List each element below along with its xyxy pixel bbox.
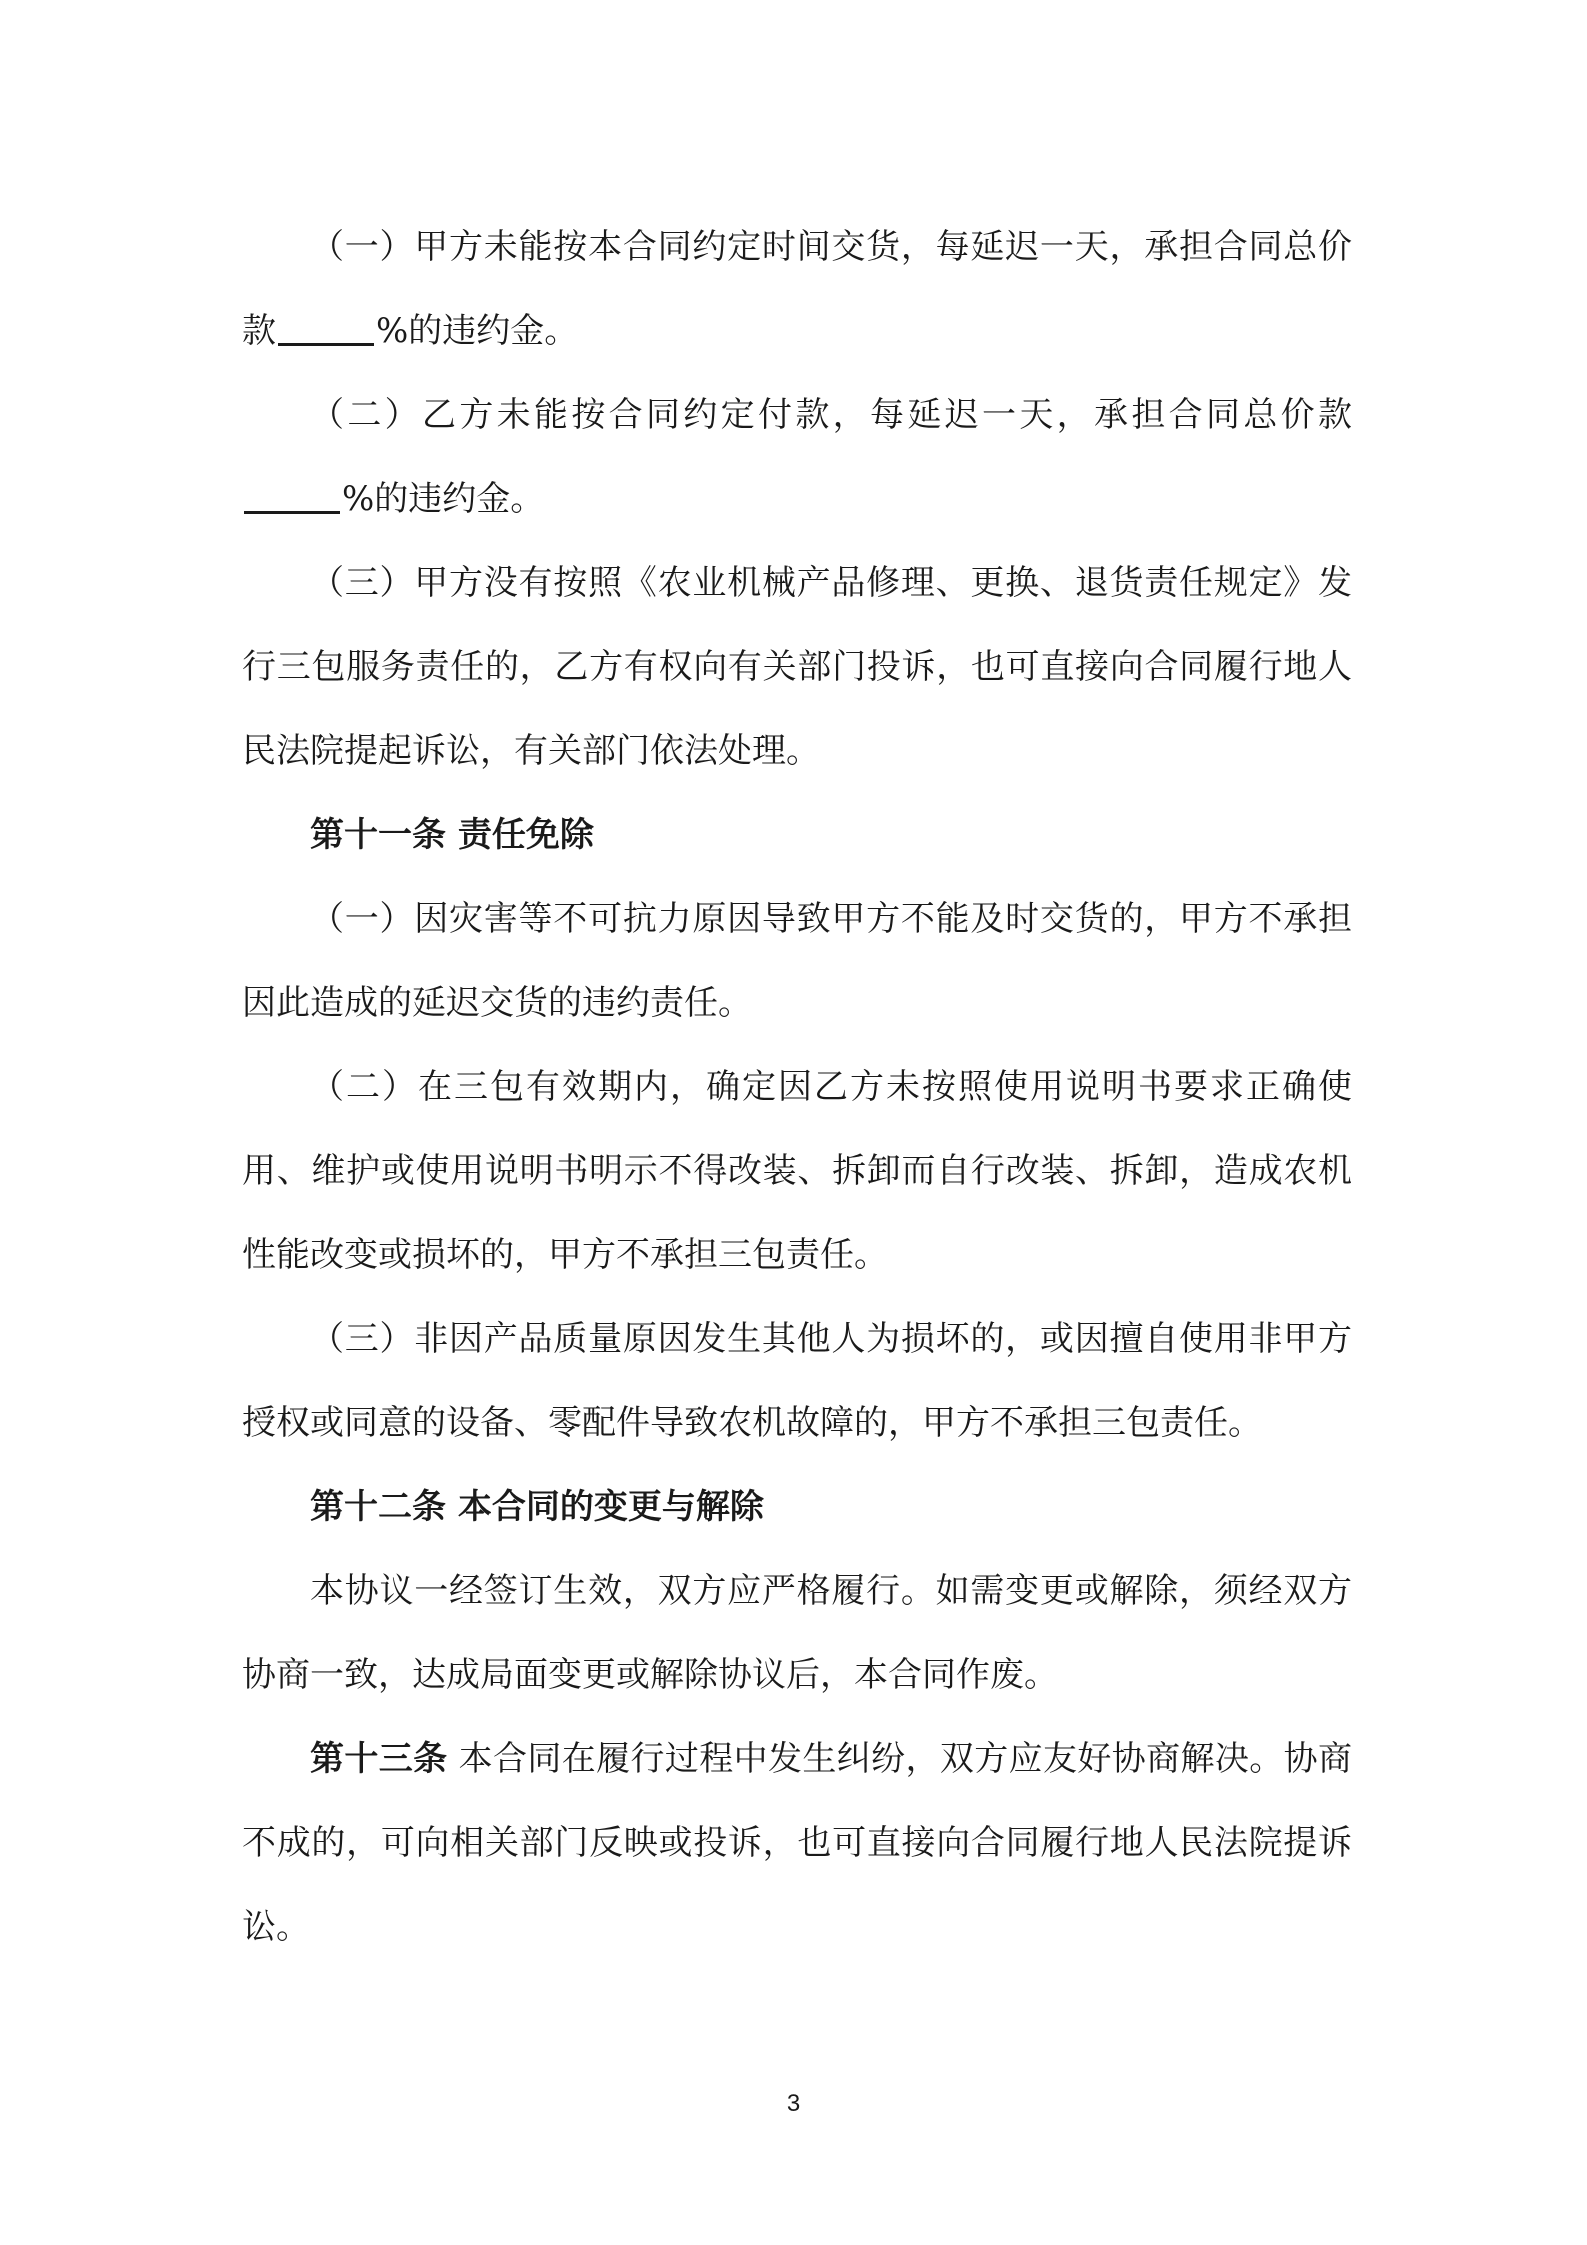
page-number: 3 bbox=[786, 2090, 801, 2117]
blank-fill-line bbox=[278, 309, 374, 346]
clause-11-item-3: （三）非因产品质量原因发生其他人为损坏的，或因擅自使用非甲方授权或同意的设备、零配件导致农机故障的，甲方不承担三包责任。 bbox=[242, 1319, 1352, 1443]
document-body bbox=[242, 205, 1352, 1969]
clause-10-item-2 bbox=[242, 373, 1352, 541]
clause-12-body: 本协议一经签订生效，双方应严格履行。如需变更或解除，须经双方协商一致，达成局面变更或解除协议后，本合同作废。 bbox=[242, 1571, 1352, 1695]
clause-11-item-1: （一）因灾害等不可抗力原因导致甲方不能及时交货的，甲方不承担因此造成的延迟交货的违约责任。 bbox=[242, 899, 1352, 1023]
clause-13-text: 本合同在履行过程中发生纠纷，双方应友好协商解决。协商不成的，可向相关部门反映或投诉，也可直接向合同履行地人民法院提诉讼。 bbox=[242, 1739, 1353, 1947]
clause-10-item-1 bbox=[242, 205, 1352, 373]
clause-10-item-2-text: （二）乙方未能按合同约定付款，每延迟一天，承担合同总价款 bbox=[310, 395, 1352, 435]
clause-10-item-2-suffix: %的违约金。 bbox=[342, 479, 545, 519]
clause-11-item-2: （二）在三包有效期内，确定因乙方未按照使用说明书要求正确使用、维护或使用说明书明示不得改装、拆卸而自行改装、拆卸，造成农机性能改变或损坏的，甲方不承担三包责任。 bbox=[242, 1067, 1352, 1275]
clause-11-heading: 第十一条 责任免除 bbox=[310, 815, 594, 855]
clause-10-item-1-suffix: %的违约金。 bbox=[376, 311, 579, 351]
clause-13-label: 第十三条 bbox=[310, 1739, 448, 1779]
clause-10-item-1-text: （一）甲方未能按本合同约定时间交货，每延迟一天，承担合同总价款 bbox=[242, 227, 1352, 351]
clause-13-body bbox=[242, 1717, 1352, 1969]
blank-fill-line bbox=[244, 477, 340, 514]
clause-12-heading: 第十二条 本合同的变更与解除 bbox=[310, 1487, 764, 1527]
clause-10-item-3: （三）甲方没有按照《农业机械产品修理、更换、退货责任规定》发行三包服务责任的，乙方有权向有关部门投诉，也可直接向合同履行地人民法院提起诉讼，有关部门依法处理。 bbox=[242, 563, 1352, 771]
